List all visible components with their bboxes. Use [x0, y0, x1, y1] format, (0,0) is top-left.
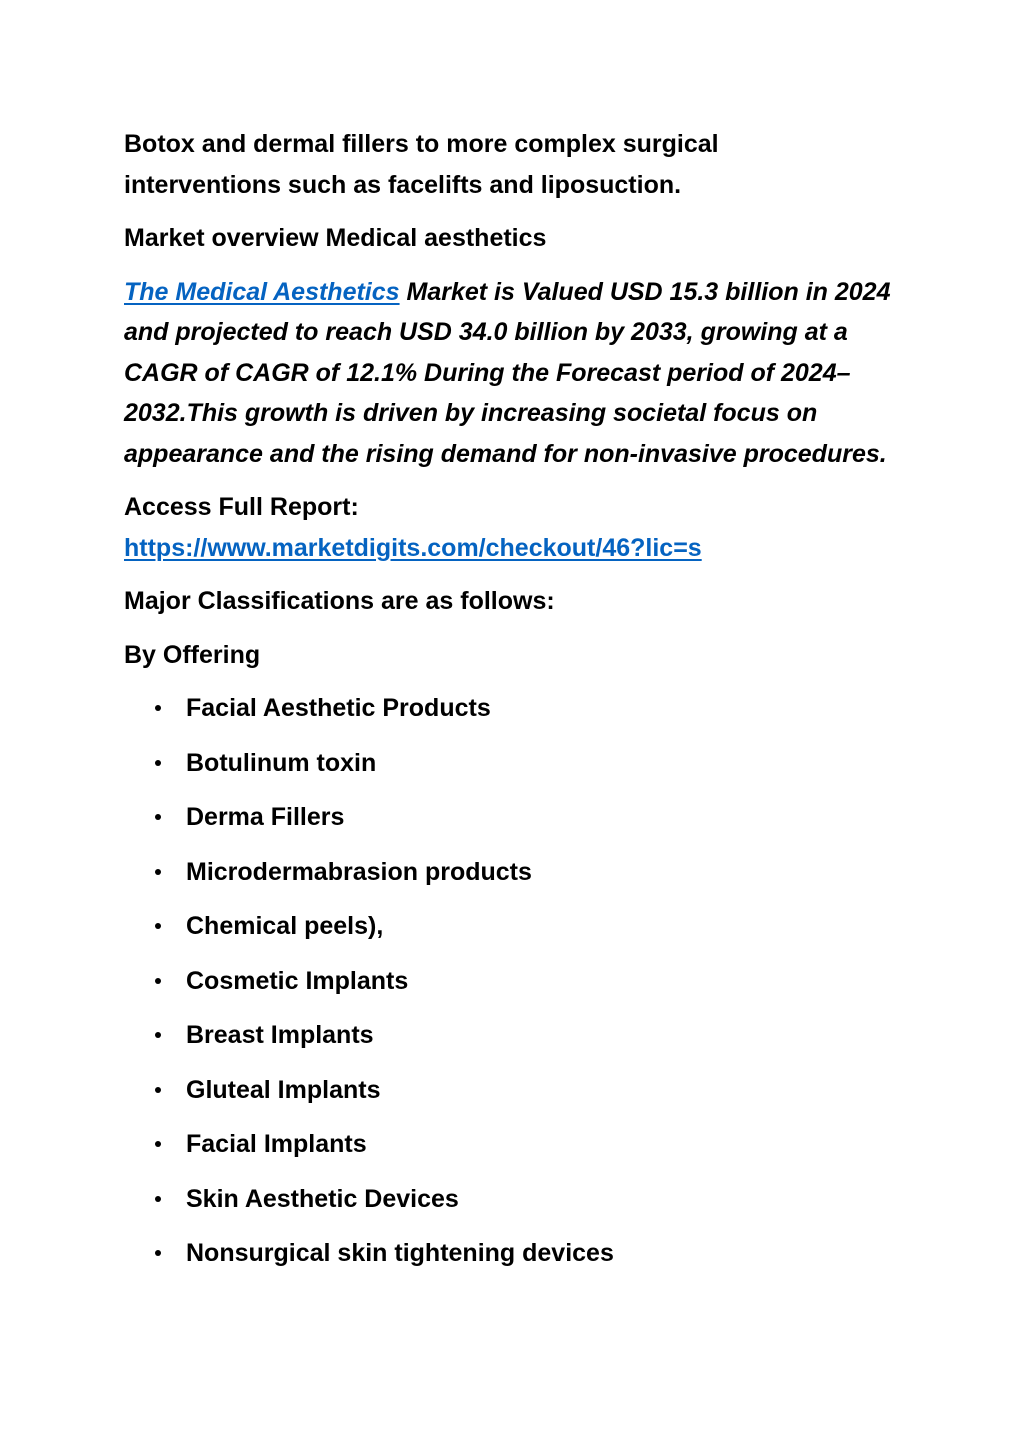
report-url-link[interactable]: https://www.marketdigits.com/checkout/46?lic=s: [124, 533, 702, 562]
medical-aesthetics-link[interactable]: The Medical Aesthetics: [124, 277, 400, 306]
intro-line-1: Botox and dermal fillers to more complex surgical: [124, 130, 719, 158]
list-item-label: Skin Aesthetic Devices: [186, 1184, 459, 1213]
list-item: [124, 1179, 914, 1234]
bullet-icon: [155, 1141, 161, 1147]
list-item: [124, 1124, 914, 1179]
classifications-heading: Major Classifications are as follows:: [124, 587, 555, 615]
bullet-icon: [155, 1032, 161, 1038]
offering-list: [124, 688, 914, 1288]
list-item: [124, 797, 914, 852]
list-item-label: Facial Implants: [186, 1130, 367, 1158]
bullet-icon: [155, 760, 161, 766]
intro-line-2: interventions such as facelifts and liposuction.: [124, 170, 682, 199]
list-item-label: Cosmetic Implants: [186, 966, 409, 995]
bullet-icon: [155, 1087, 161, 1093]
bullet-icon: [155, 923, 161, 929]
list-item: [124, 1233, 914, 1288]
document-page: [124, 124, 914, 1288]
access-report-label: Access Full Report:: [124, 493, 359, 521]
market-paragraph: [124, 272, 914, 475]
list-item: [124, 852, 914, 907]
access-report-paragraph: [124, 487, 914, 568]
offering-heading: By Offering: [124, 640, 261, 669]
list-item: [124, 961, 914, 1016]
list-item-label: Microdermabrasion products: [186, 857, 532, 886]
list-item-label: Nonsurgical skin tightening devices: [186, 1239, 614, 1267]
list-item-label: Derma Fillers: [186, 803, 345, 831]
intro-paragraph: [124, 124, 914, 205]
list-item-label: Breast Implants: [186, 1021, 374, 1049]
list-item-label: Botulinum toxin: [186, 748, 377, 777]
market-paragraph-text: Market is Valued USD 15.3 billion in 2024 and projected to reach USD 34.0 billion by 2033, growing at a CAGR of CAGR of 12.1% During the Forecast period of 2024–2032.This growth is driven by increasing societal focus on appearance and the rising demand for non-invasive procedures.: [124, 277, 891, 468]
list-item-label: Chemical peels),: [186, 912, 384, 940]
market-overview-heading: Market overview Medical aesthetics: [124, 224, 547, 252]
list-item-label: Gluteal Implants: [186, 1075, 381, 1104]
list-item: [124, 688, 914, 743]
list-item-label: Facial Aesthetic Products: [186, 694, 491, 722]
bullet-icon: [155, 1250, 161, 1256]
bullet-icon: [155, 978, 161, 984]
list-item: [124, 743, 914, 798]
bullet-icon: [155, 869, 161, 875]
bullet-icon: [155, 705, 161, 711]
bullet-icon: [155, 814, 161, 820]
list-item: [124, 1070, 914, 1125]
list-item: [124, 906, 914, 961]
bullet-icon: [155, 1196, 161, 1202]
list-item: [124, 1015, 914, 1070]
